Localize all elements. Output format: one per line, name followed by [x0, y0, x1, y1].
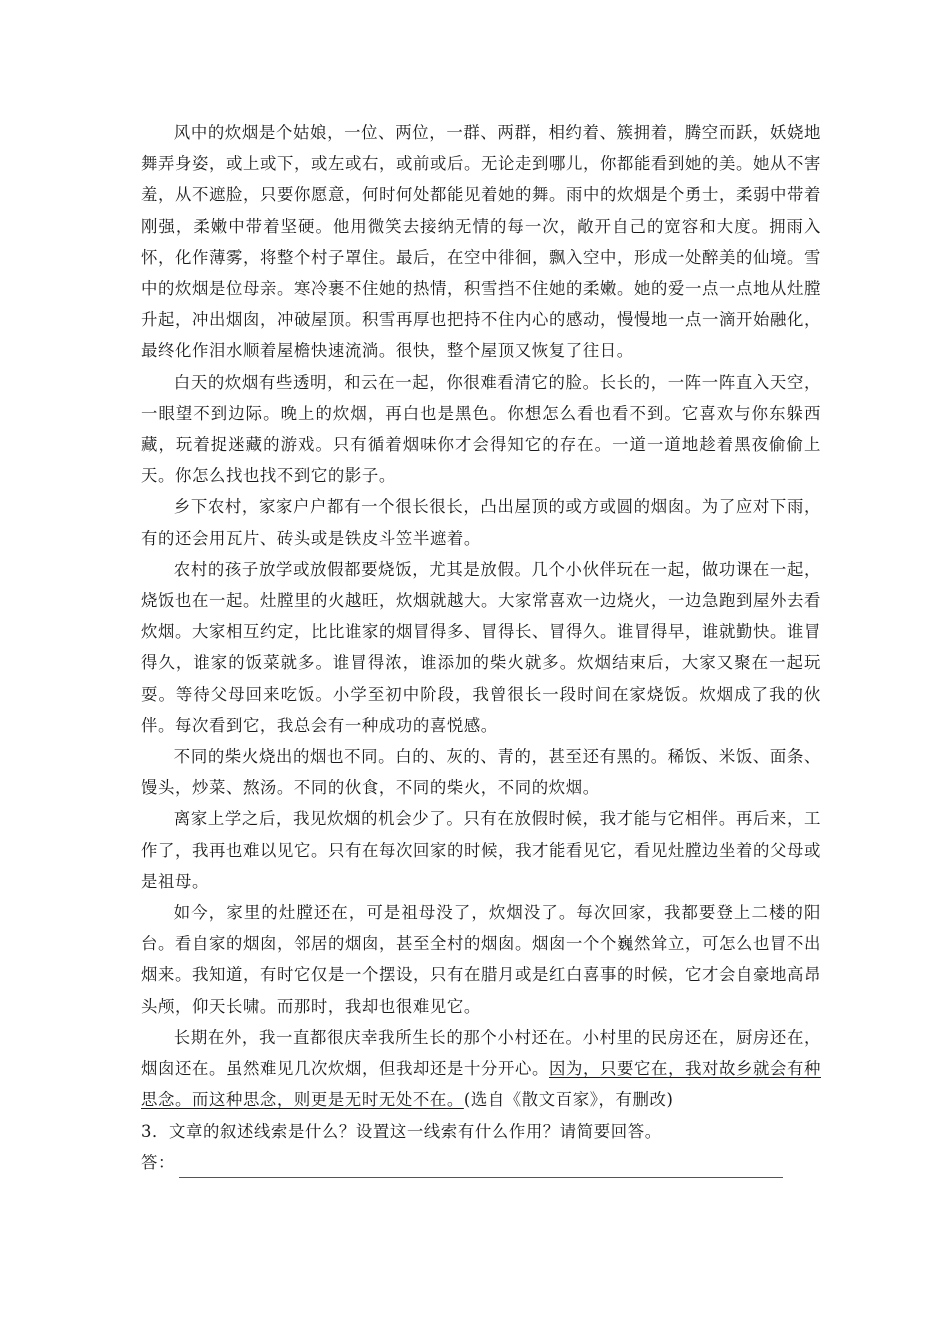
paragraph-2: 白天的炊烟有些透明，和云在一起，你很难看清它的脸。长长的，一阵一阵直入天空，一眼望不到边际。晚上的炊烟，再白也是黑色。你想怎么看也看不到。它喜欢与你东躲西藏，玩着捉迷藏的游戏。只有循着烟味你才会得知它的存在。一道一道地趁着黑夜偷偷上天。你怎么找也找不到它的影子。 — [141, 372, 821, 486]
answer-label: 答： — [141, 1152, 175, 1172]
paragraph-4: 农村的孩子放学或放假都要烧饭，尤其是放假。几个小伙伴玩在一起，做功课在一起，烧饭也在一起。灶膛里的火越旺，炊烟就越大。大家常喜欢一边烧火，一边急跑到屋外去看炊烟。大家相互约定，比比谁家的烟冒得多、冒得长、冒得久。谁冒得早，谁就勤快。谁冒得久，谁家的饭菜就多。谁冒得浓，谁添加的柴火就多。炊烟结束后，大家又聚在一起玩耍。等待父母回来吃饭。小学至初中阶段，我曾很长一段时间在家烧饭。炊烟成了我的伙伴。每次看到它，我总会有一种成功的喜悦感。 — [141, 559, 821, 735]
source-citation: (选自《散文百家》，有删改) — [463, 1090, 674, 1110]
paragraph-1: 风中的炊烟是个姑娘，一位、两位，一群、两群，相约着、簇拥着，腾空而跃，妖娆地舞弄身姿，或上或下，或左或右，或前或后。无论走到哪儿，你都能看到她的美。她从不害羞，从不遮脸，只要你愿意，何时何处都能见着她的舞。雨中的炊烟是个勇士，柔弱中带着刚强，柔嫩中带着坚硬。他用微笑去接纳无情的每一次，敞开自己的宽容和大度。拥雨入怀，化作薄雾，将整个村子罩住。最后，在空中徘徊，飘入空中，形成一处醉美的仙境。雪中的炊烟是位母亲。寒冷裹不住她的热情，积雪挡不住她的柔嫩。她的爱一点一点地从灶膛升起，冲出烟囱，冲破屋顶。积雪再厚也把持不住内心的感动，慢慢地一点一滴开始融化，最终化作泪水顺着屋檐快速流淌。很快，整个屋顶又恢复了往日。 — [141, 123, 821, 361]
paragraph-8 — [141, 1022, 821, 1116]
paragraph-8-text: 长期在外，我一直都很庆幸我所生长的那个小村还在。小村里的民房还在，厨房还在，烟囱还在。虽然难见几次炊烟，但我却还是十分开心。 — [141, 1027, 821, 1079]
paragraph-3: 乡下农村，家家户户都有一个很长很长，凸出屋顶的或方或圆的烟囱。为了应对下雨，有的还会用瓦片、砖头或是铁皮斗笠半遮着。 — [141, 497, 821, 548]
paragraph-6: 离家上学之后，我见炊烟的机会少了。只有在放假时候，我才能与它相伴。再后来，工作了，我再也难以见它。只有在每次回家的时候，我才能看见它，看见灶膛边坐着的父母或是祖母。 — [141, 809, 821, 891]
article-page — [141, 117, 821, 1178]
answer-blank-line[interactable] — [179, 1155, 783, 1178]
paragraph-7: 如今，家里的灶膛还在，可是祖母没了，炊烟没了。每次回家，我都要登上二楼的阳台。看自家的烟囱，邻居的烟囱，甚至全村的烟囱。烟囱一个个巍然耸立，可怎么也冒不出烟来。我知道，有时它仅是一个摆设，只有在腊月或是红白喜事的时候，它才会自豪地高昂头颅，仰天长啸。而那时，我却也很难见它。 — [141, 903, 821, 1016]
paragraph-5: 不同的柴火烧出的烟也不同。白的、灰的、青的，甚至还有黑的。稀饭、米饭、面条、馒头，炒菜、熬汤。不同的伙食，不同的柴火，不同的炊烟。 — [141, 747, 821, 798]
answer-row — [141, 1147, 821, 1178]
question-3: 3．文章的叙述线索是什么？设置这一线索有什么作用？请简要回答。 — [141, 1121, 662, 1141]
underlined-sentence: 因为，只要它在，我对故乡就会有种思念。而这种思念，则更是无时无处不在。 — [141, 1059, 821, 1110]
